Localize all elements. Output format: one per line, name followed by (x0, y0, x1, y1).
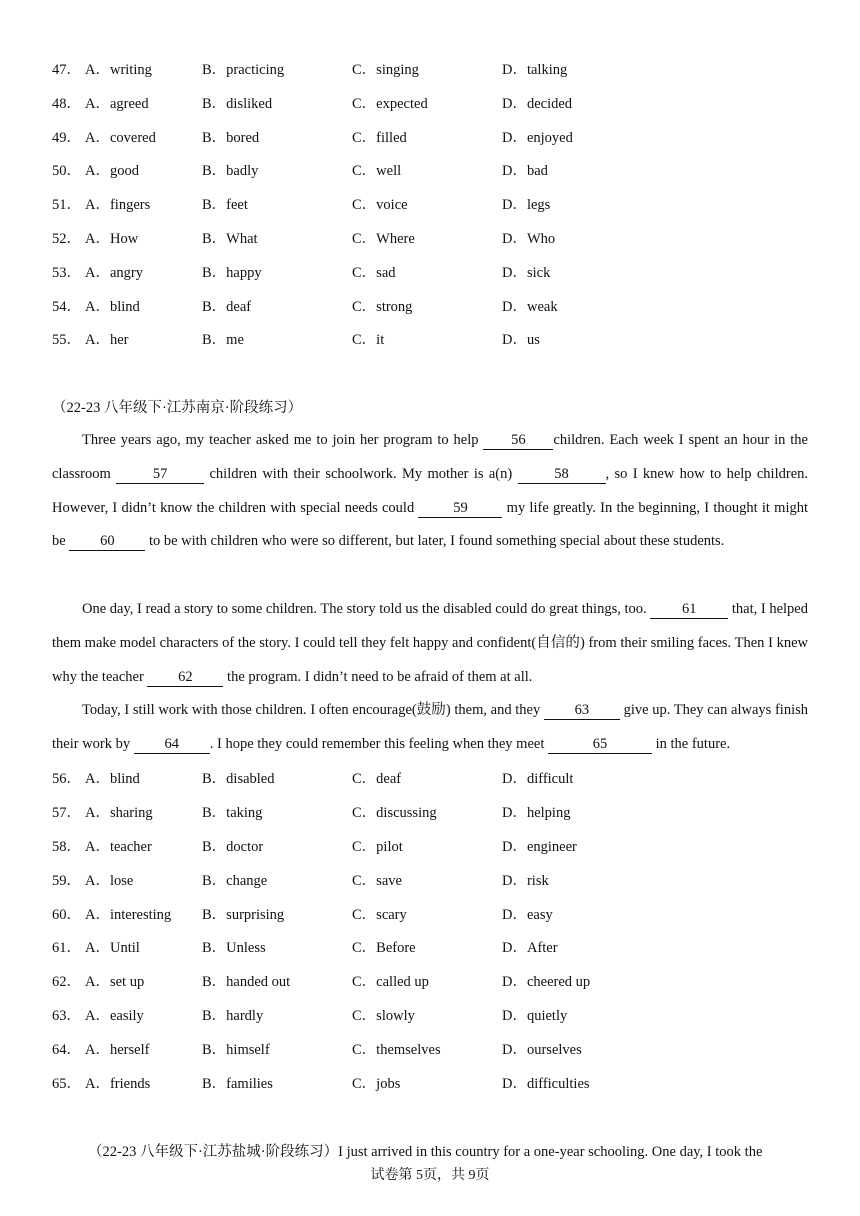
option-c: C．filled (352, 130, 407, 146)
blank-58: 58 (518, 465, 606, 484)
passage-text: . I hope they could remember this feeling when they meet (209, 735, 548, 752)
passage-text: the program. I didn’t need to be afraid of them at all. (223, 668, 533, 685)
option-b: B．deaf (202, 299, 252, 315)
option-c: C．called up (352, 974, 429, 990)
option-c: C．themselves (352, 1042, 441, 1058)
option-a: A．her (85, 332, 129, 348)
question-number: 53． (52, 265, 81, 281)
question-number: 65． (52, 1076, 81, 1092)
option-a: A．friends (85, 1076, 151, 1092)
passage-text: One day, I read a story to some children. The story told us the disabled could do great things, too. (82, 601, 651, 617)
option-b: B．hardly (202, 1008, 264, 1024)
passage-text: to be with children who were so different, but later, I found something special about these students. (145, 533, 725, 550)
passage-text: children. Each week I spent an hour in the classroom (52, 432, 808, 482)
option-b: B．himself (202, 1042, 270, 1058)
next-passage-start (52, 1141, 808, 1163)
blank-64: 64 (134, 735, 210, 754)
option-c: C．voice (352, 197, 408, 213)
question-number: 49． (52, 130, 81, 146)
question-number: 47． (52, 62, 81, 78)
passage-text: Three years ago, my teacher asked me to join her program to help (82, 432, 484, 448)
passage-source: （22-23 八年级下·江苏南京·阶段练习） (52, 400, 303, 416)
option-a: A．easily (85, 1008, 144, 1024)
option-b: B．feet (202, 197, 248, 213)
option-c: C．strong (352, 299, 413, 315)
option-d: D．enjoyed (502, 130, 573, 146)
passage-text: my life greatly. In the beginning, I thought it might be (52, 499, 808, 550)
option-a: A．teacher (85, 839, 152, 855)
next-passage-text: （22-23 八年级下·江苏盐城·阶段练习）I just arrived in this country for a one-year schooling. One day, I took the (88, 1144, 763, 1160)
option-b: B．practicing (202, 62, 285, 78)
option-c: C．pilot (352, 839, 403, 855)
blank-61: 61 (650, 600, 728, 619)
question-number: 48． (52, 96, 81, 112)
option-c: C．slowly (352, 1008, 415, 1024)
passage-text: , so I knew how to help children. However, I didn’t know the children with special needs could (52, 465, 809, 516)
option-d: D．ourselves (502, 1042, 582, 1058)
option-b: B．disliked (202, 96, 273, 112)
option-d: D．sick (502, 265, 551, 281)
option-d: D．talking (502, 62, 568, 78)
question-number: 62． (52, 974, 81, 990)
passage-text: children with their schoolwork. My mother is a(n) (204, 465, 518, 482)
option-a: A．How (85, 231, 139, 247)
option-b: B．happy (202, 265, 262, 281)
option-c: C．scary (352, 907, 407, 923)
option-a: A．covered (85, 130, 156, 146)
option-c: C．well (352, 163, 402, 179)
question-number: 63． (52, 1008, 81, 1024)
passage-text: give up. They can always finish their work by (52, 702, 808, 752)
option-b: B．families (202, 1076, 273, 1092)
option-a: A．angry (85, 265, 143, 281)
question-number: 57． (52, 805, 81, 821)
option-b: B．me (202, 332, 244, 348)
option-c: C．jobs (352, 1076, 401, 1092)
option-a: A．lose (85, 873, 134, 889)
question-number: 56． (52, 771, 81, 787)
option-a: A．interesting (85, 907, 172, 923)
blank-65: 65 (548, 735, 652, 754)
blank-56: 56 (483, 431, 553, 450)
question-number: 55． (52, 332, 81, 348)
option-b: B．What (202, 231, 258, 247)
option-b: B．handed out (202, 974, 291, 990)
question-number: 64． (52, 1042, 81, 1058)
question-number: 58． (52, 839, 81, 855)
blank-59: 59 (418, 499, 502, 518)
blank-60: 60 (69, 532, 145, 551)
option-b: B．disabled (202, 771, 275, 787)
option-d: D．bad (502, 163, 548, 179)
passage-paragraph-1 (52, 424, 808, 559)
option-d: D．difficulties (502, 1076, 590, 1092)
option-b: B．badly (202, 163, 259, 179)
option-a: A．sharing (85, 805, 153, 821)
blank-63: 63 (544, 701, 620, 720)
option-a: A．Until (85, 940, 140, 956)
option-b: B．surprising (202, 907, 285, 923)
passage-text: Today, I still work with those children. I often encourage(鼓励) them, and they (82, 702, 544, 718)
question-number: 60． (52, 907, 81, 923)
option-a: A．writing (85, 62, 152, 78)
question-number: 50． (52, 163, 81, 179)
option-d: D．difficult (502, 771, 574, 787)
question-number: 52． (52, 231, 81, 247)
option-d: D．engineer (502, 839, 577, 855)
option-b: B．Unless (202, 940, 266, 956)
option-b: B．bored (202, 130, 260, 146)
page-footer: 试卷第 5页，共 9页 (370, 1168, 490, 1183)
option-d: D．quietly (502, 1008, 568, 1024)
option-c: C．sad (352, 265, 396, 281)
blank-57: 57 (116, 465, 204, 484)
passage-paragraph-3 (52, 694, 808, 762)
blank-62: 62 (147, 668, 223, 687)
passage-paragraph-2 (52, 593, 808, 694)
option-b: B．taking (202, 805, 263, 821)
option-d: D．legs (502, 197, 551, 213)
question-number: 61． (52, 940, 81, 956)
option-c: C．Where (352, 231, 415, 247)
option-d: D．After (502, 940, 558, 956)
question-number: 59． (52, 873, 81, 889)
option-d: D．Who (502, 231, 556, 247)
option-d: D．cheered up (502, 974, 591, 990)
option-d: D．us (502, 332, 540, 348)
option-c: C．save (352, 873, 402, 889)
option-c: C．it (352, 332, 385, 348)
option-d: D．risk (502, 873, 549, 889)
option-a: A．blind (85, 771, 140, 787)
option-a: A．good (85, 163, 139, 179)
passage-text: that, I helped them make model characters of the story. I could tell they felt happy and confident(自信的) from their smiling faces. Then I knew why the teacher (52, 601, 808, 685)
option-d: D．decided (502, 96, 573, 112)
option-a: A．herself (85, 1042, 150, 1058)
option-a: A．fingers (85, 197, 151, 213)
option-d: D．weak (502, 299, 558, 315)
option-c: C．singing (352, 62, 419, 78)
question-number: 54． (52, 299, 81, 315)
option-a: A．blind (85, 299, 140, 315)
question-number: 51． (52, 197, 81, 213)
option-d: D．helping (502, 805, 571, 821)
passage-text: in the future. (651, 735, 731, 752)
option-c: C．expected (352, 96, 428, 112)
option-a: A．agreed (85, 96, 149, 112)
option-a: A．set up (85, 974, 145, 990)
option-b: B．doctor (202, 839, 264, 855)
option-b: B．change (202, 873, 268, 889)
option-d: D．easy (502, 907, 553, 923)
option-c: C．discussing (352, 805, 437, 821)
option-c: C．deaf (352, 771, 402, 787)
option-c: C．Before (352, 940, 416, 956)
